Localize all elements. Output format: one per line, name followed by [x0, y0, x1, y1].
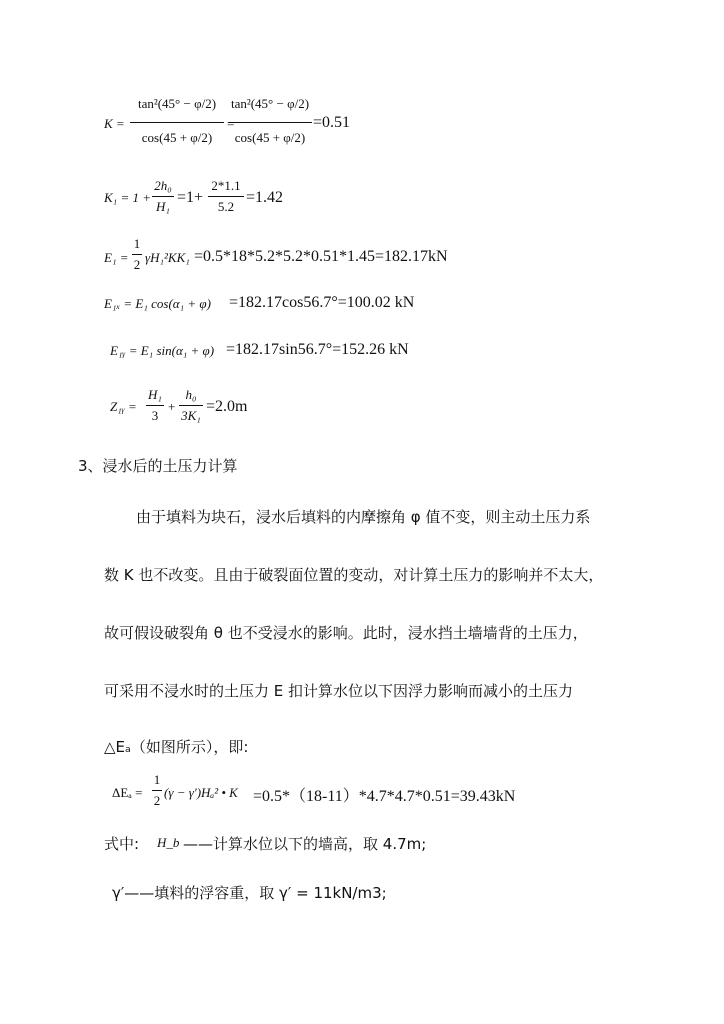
formula-k-result: =0.51 [313, 114, 351, 131]
formula-k1-frac2-bar [208, 196, 244, 197]
formula-k-frac1-num: tan²(45° − φ/2) [137, 96, 217, 111]
formula-z1y-lhs: Z₁ᵧ = [110, 399, 137, 414]
formula-delta-ea-frac-den: 2 [153, 793, 161, 808]
formula-z1y-frac2-num: h₀ [185, 387, 197, 402]
formula-delta-ea-frac-bar [152, 790, 162, 791]
paragraph-line-5: △Eₐ（如图所示），即: [104, 738, 249, 756]
formula-z1y-plus: + [168, 399, 176, 414]
formula-delta-ea-frac-num: 1 [153, 772, 161, 787]
formula-k1-frac2-den: 5.2 [217, 199, 235, 214]
formula-e1-frac-num: 1 [133, 236, 141, 251]
formula-k-frac2-den: cos(45 + φ/2) [234, 130, 306, 145]
formula-e1-expr: γH₁²KK₁ [145, 250, 190, 265]
formula-e1-lhs: E₁ = [104, 250, 129, 265]
notes-line-1-prefix: 式中: [104, 835, 140, 853]
formula-z1y-frac1-num: H₁ [148, 387, 162, 402]
paragraph-line-1: 由于填料为块石，浸水后填料的内摩擦角 φ 值不变，则主动土压力系 [136, 508, 591, 526]
paragraph-line-4: 可采用不浸水时的土压力 E 扣计算水位以下因浮力影响而减小的土压力 [104, 682, 574, 700]
formula-k1-frac1-bar [152, 196, 174, 197]
formula-e1-result: =0.5*18*5.2*5.2*0.51*1.45=182.17kN [194, 248, 448, 265]
notes-line-2: γ′——填料的浮容重，取 γ′ = 11kN/m3; [112, 884, 387, 902]
formula-k1-frac1-num: 2h₀ [154, 178, 172, 193]
formula-k-lhs: K = [104, 116, 125, 131]
formula-k1-frac1-den: H₁ [156, 199, 170, 214]
formula-z1y-result: =2.0m [206, 398, 248, 415]
notes-line-1-text: ——计算水位以下的墙高，取 4.7m; [183, 835, 427, 853]
formula-delta-ea-lhs: ΔEₐ = [112, 785, 143, 800]
formula-delta-ea-result: =0.5*（18-11）*4.7*4.7*0.51=39.43kN [253, 788, 516, 805]
paragraph-line-2: 数 K 也不改变。且由于破裂面位置的变动，对计算土压力的影响并不太大， [104, 566, 604, 584]
formula-z1y-frac1-bar [146, 405, 164, 406]
formula-k-frac2-num: tan²(45° − φ/2) [230, 96, 310, 111]
section-heading: 3、浸水后的土压力计算 [78, 457, 238, 475]
formula-z1y-frac1-den: 3 [151, 408, 159, 423]
formula-e1x-lhs: E₁ₓ = E₁ cos(α₁ + φ) [104, 296, 211, 311]
formula-k1-lhs: K₁ = 1 + [104, 190, 151, 205]
formula-e1-frac-bar [132, 254, 142, 255]
formula-z1y-frac2-bar [179, 405, 203, 406]
formula-k-frac1-bar [130, 122, 224, 123]
formula-e1-frac-den: 2 [133, 257, 141, 272]
formula-k1-result: =1.42 [246, 189, 284, 206]
formula-k1-mid: =1+ [177, 189, 204, 206]
formula-e1y-result: =182.17sin56.7°=152.26 kN [226, 341, 409, 358]
formula-e1x-result: =182.17cos56.7°=100.02 kN [229, 294, 415, 311]
formula-e1y-lhs: E₁ᵧ = E₁ sin(α₁ + φ) [110, 343, 215, 358]
notes-line-1-symbol: H_b [157, 835, 180, 850]
formula-k1-frac2-num: 2*1.1 [211, 178, 241, 193]
formula-k-frac2-bar [228, 122, 312, 123]
paragraph-line-3: 故可假设破裂角 θ 也不受浸水的影响。此时，浸水挡土墙墙背的土压力， [104, 624, 588, 642]
formula-delta-ea-expr: (γ − γ′)Hₐ² • K [164, 785, 238, 800]
formula-z1y-frac2-den: 3K₁ [181, 408, 201, 423]
formula-k-frac1-den: cos(45 + φ/2) [141, 130, 213, 145]
formula-k-eq: = [227, 116, 235, 131]
